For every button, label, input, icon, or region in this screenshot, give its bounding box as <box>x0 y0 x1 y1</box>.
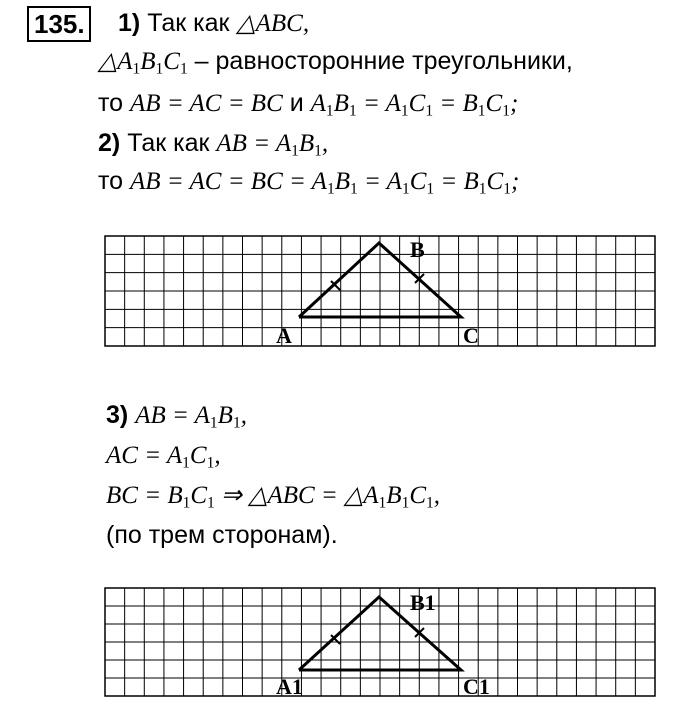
grid-2 <box>105 588 655 696</box>
label-b1: B1 <box>410 590 436 615</box>
triangle-a1b1c1-expr: $\triangle A_1B_1C_1$ <box>98 48 188 78</box>
step1-label: 1) <box>118 9 141 37</box>
label-a1: A1 <box>276 674 303 699</box>
step2-then: то <box>98 167 124 195</box>
label-c1: C1 <box>463 674 490 699</box>
step1-text-a: Так как <box>147 9 230 37</box>
step1-and: и <box>289 89 304 117</box>
step2-text: Так как <box>127 129 210 157</box>
step3-eq3: BC = $B_1C_1$ ⇒ △ABC = $\triangle A_1B_1C_1$, <box>106 482 441 512</box>
step3-eq2: AC = $A_1C_1$, <box>106 442 221 472</box>
step3-eq1: AB = $A_1B_1$, <box>135 402 247 432</box>
label-b: B <box>410 237 425 262</box>
equality-abc: AB = AC = BC <box>130 90 283 117</box>
triangle-abc-expr: △ABC, <box>236 10 310 37</box>
problem-number: 135. <box>27 6 91 42</box>
step1-text-b: – равносторонние треугольники, <box>194 47 573 75</box>
step2-label: 2) <box>98 129 121 157</box>
label-a: A <box>276 323 292 348</box>
equality-ab-a1b1: AB = $A_1B_1$, <box>216 130 329 160</box>
step3-conclusion: (по трем сторонам). <box>106 521 338 549</box>
step3-label: 3) <box>106 401 129 429</box>
equality-chain: AB = AC = BC = $A_1B_1 = A_1C_1 = B_1C_1$; <box>130 168 520 198</box>
equality-a1b1c1: $A_1B_1 = A_1C_1 = B_1C_1$; <box>310 90 519 120</box>
step1-then: то <box>98 89 124 117</box>
grid-1 <box>105 236 655 346</box>
label-c: C <box>463 323 479 348</box>
